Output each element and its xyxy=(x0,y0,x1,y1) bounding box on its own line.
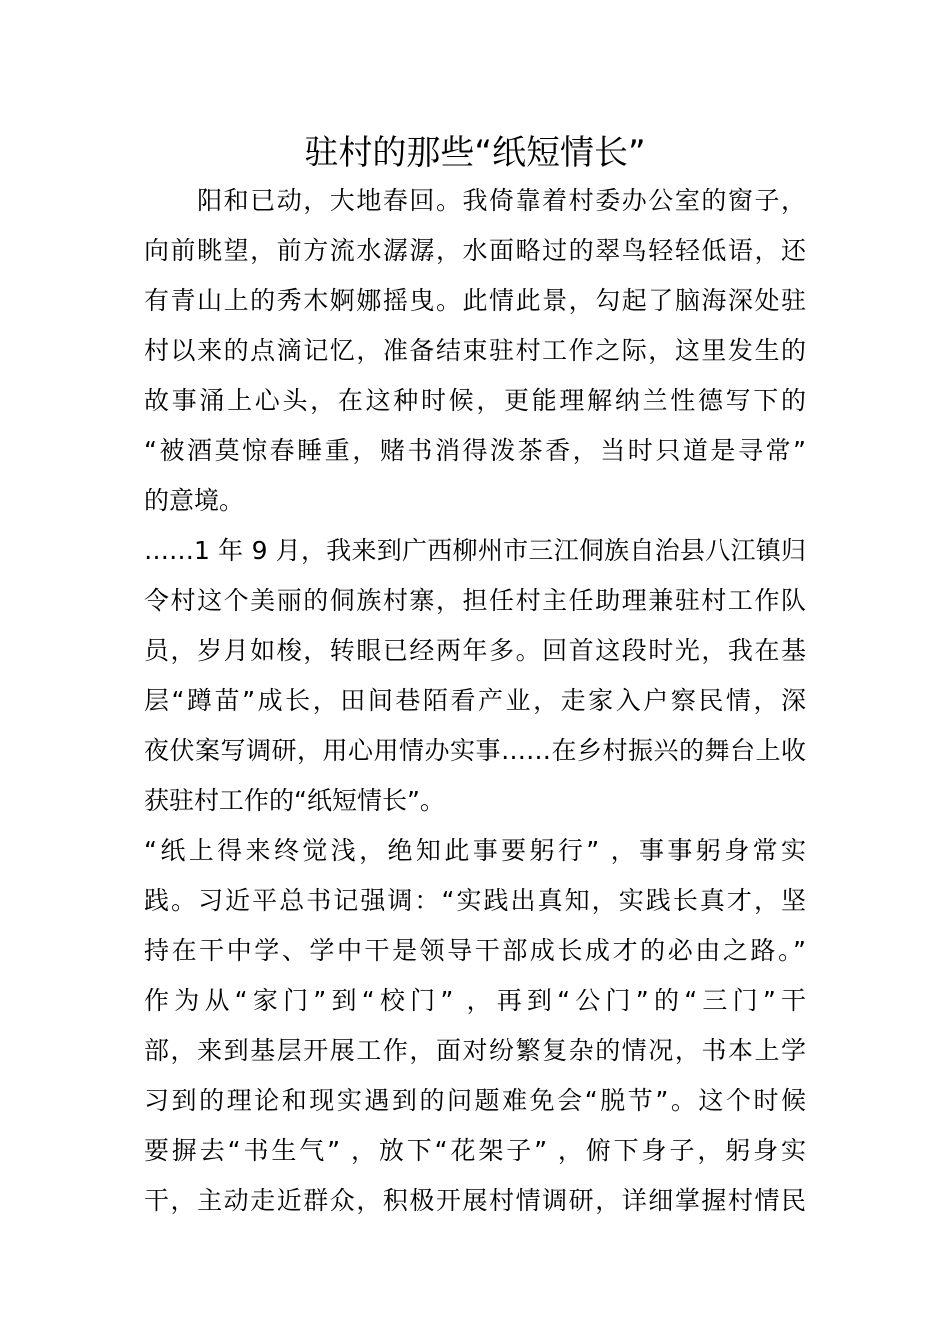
paragraph-line: 干，主动走近群众，积极开展村情调研，详细掌握村情民 xyxy=(144,1186,806,1215)
paragraph-line: 的意境。 xyxy=(144,486,245,515)
paragraph-line: 员，岁月如梭，转眼已经两年多。回首这段时光，我在基 xyxy=(144,636,806,665)
paragraph-line: 故事涌上心头，在这种时候，更能理解纳兰性德写下的 xyxy=(144,386,806,415)
paragraph-line: ……1 年 9 月，我来到广西柳州市三江侗族自治县八江镇归 xyxy=(144,536,806,565)
paragraph-line: 有青山上的秀木婀娜摇曳。此情此景，勾起了脑海深处驻 xyxy=(144,286,806,315)
paragraph-line: 夜伏案写调研，用心用情办实事……在乡村振兴的舞台上收 xyxy=(144,736,806,765)
paragraph-line: 作为从“家门”到“校门” ，再到“公门”的“三门”干 xyxy=(144,986,806,1015)
paragraph-line: 要摒去“书生气” ，放下“花架子” ，俯下身子，躬身实 xyxy=(144,1136,806,1165)
paragraph-line: 层“蹲苗”成长，田间巷陌看产业，走家入户察民情，深 xyxy=(144,686,806,715)
paragraph-line: 村以来的点滴记忆，准备结束驻村工作之际，这里发生的 xyxy=(144,336,806,365)
paragraph-line: 践。习近平总书记强调：“实践出真知，实践长真才，坚 xyxy=(144,886,806,915)
paragraph-line: 习到的理论和现实遇到的问题难免会“脱节”。这个时候 xyxy=(144,1086,806,1115)
paragraph-line: “纸上得来终觉浅，绝知此事要躬行” ，事事躬身常实 xyxy=(144,836,806,865)
paragraph-line: 向前眺望，前方流水潺潺，水面略过的翠鸟轻轻低语，还 xyxy=(144,236,806,265)
paragraph-line: 部，来到基层开展工作，面对纷繁复杂的情况，书本上学 xyxy=(144,1036,806,1065)
paragraph-line: “被酒莫惊春睡重，赌书消得泼茶香，当时只道是寻常” xyxy=(144,436,806,465)
document-title: 驻村的那些“纸短情长” xyxy=(304,133,646,173)
paragraph-line: 获驻村工作的“纸短情长”。 xyxy=(144,786,445,815)
paragraph-line: 阳和已动，大地春回。我倚靠着村委办公室的窗子， xyxy=(144,186,806,215)
paragraph-line: 持在干中学、学中干是领导干部成长成才的必由之路。” xyxy=(144,936,806,965)
paragraph-line: 令村这个美丽的侗族村寨，担任村主任助理兼驻村工作队 xyxy=(144,586,806,615)
